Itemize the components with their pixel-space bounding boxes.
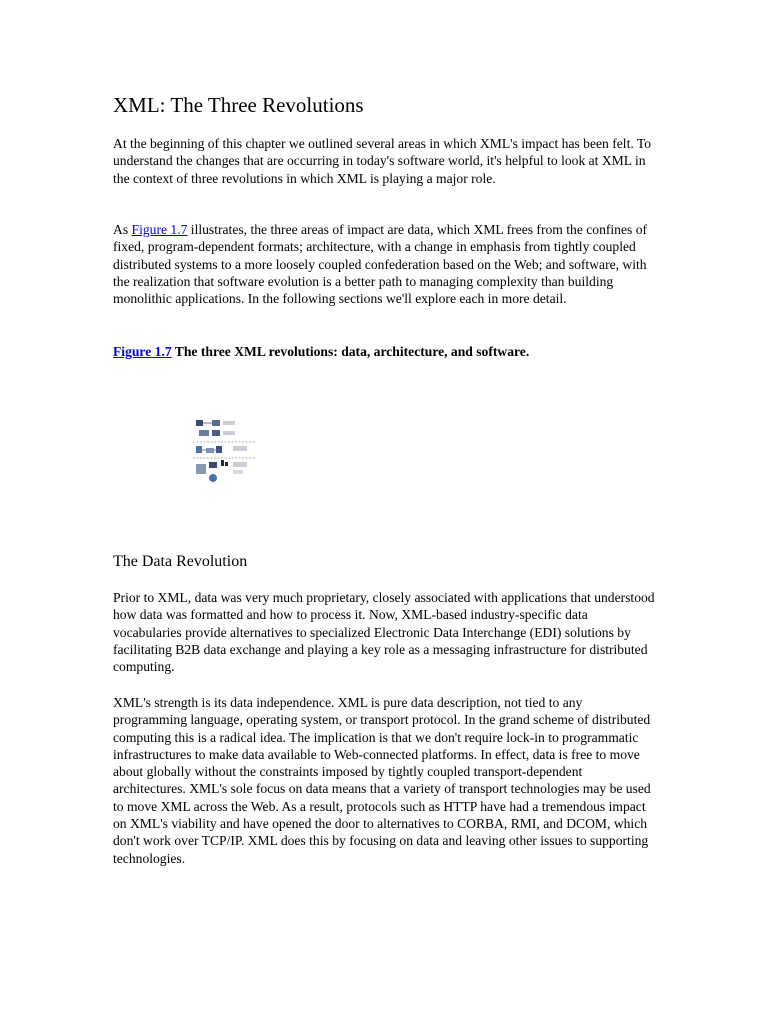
figure-box bbox=[196, 464, 206, 474]
figure-label-block bbox=[223, 431, 235, 435]
figure-box bbox=[212, 420, 220, 426]
figure-box bbox=[206, 448, 214, 453]
figure-label-block bbox=[233, 470, 243, 474]
paragraph-prefix: As bbox=[113, 222, 132, 237]
figure-circle bbox=[209, 474, 217, 482]
paragraph-suffix: illustrates, the three areas of impact are data, which XML frees from the confines of fixed, program-dependent formats; architecture, with a change in emphasis from tightly coupled distributed systems to a more loosely coupled confederation based on the Web; and software, with the realization that software evolution is a better path to managing complexity than building monolithic applications. In the following sections we'll explore each in more detail. bbox=[113, 222, 648, 307]
figure-box bbox=[196, 420, 203, 426]
data-revolution-paragraph-2: XML's strength is its data independence. XML is pure data description, not tied to any programming language, operating system, or transport protocol. In the grand scheme of distributed computing this is a radical idea. The implication is that we don't require lock-in to programmatic infrastructures to make data available to Web-connected platforms. In effect, data is free to move about globally without the constraints imposed by tightly coupled transport-dependent architectures. XML's sole focus on data means that a variety of transport technologies may be used to move XML across the Web. As a result, protocols such as HTTP have had a tremendous impact on XML's viability and have opened the door to alternatives to CORBA, RMI, and DCOM, which don't work over TCP/IP. XML does this by focusing on data and leaving other issues to supporting technologies. bbox=[113, 695, 651, 866]
figure-bar bbox=[221, 460, 224, 466]
figure-label-block bbox=[223, 421, 235, 425]
figure-box bbox=[196, 446, 202, 453]
intro-paragraph: At the beginning of this chapter we outlined several areas in which XML's impact has been felt. To understand the changes that are occurring in today's software world, it's helpful to look at XML in the context of three revolutions in which XML is playing a major role. bbox=[113, 136, 652, 186]
data-revolution-paragraph-1: Prior to XML, data was very much proprietary, closely associated with applications that understood how data was formatted and how to process it. Now, XML-based industry-specific data vocabularies provide alternatives to specialized Electronic Data Interchange (EDI) solutions by facilitating B2B data exchange and playing a key role as a messaging infrastructure for distributed computing. bbox=[113, 590, 655, 675]
figure-thumbnail[interactable] bbox=[193, 418, 255, 488]
figure-label-block bbox=[233, 462, 247, 467]
figure-box bbox=[216, 446, 222, 453]
page-title: XML: The Three Revolutions bbox=[113, 93, 364, 117]
figure-box bbox=[209, 462, 217, 468]
figure-reference-paragraph bbox=[113, 221, 658, 307]
figure-box bbox=[199, 430, 209, 436]
caption-text: The three XML revolutions: data, architecture, and software. bbox=[171, 344, 530, 359]
caption-figure-link[interactable]: Figure 1.7 bbox=[113, 344, 172, 359]
section-heading: The Data Revolution bbox=[113, 553, 248, 570]
figure-bar bbox=[225, 462, 228, 466]
figure-link[interactable]: Figure 1.7 bbox=[131, 222, 188, 237]
figure-label-block bbox=[233, 446, 247, 451]
figure-caption bbox=[113, 343, 658, 360]
figure-box bbox=[212, 430, 220, 436]
